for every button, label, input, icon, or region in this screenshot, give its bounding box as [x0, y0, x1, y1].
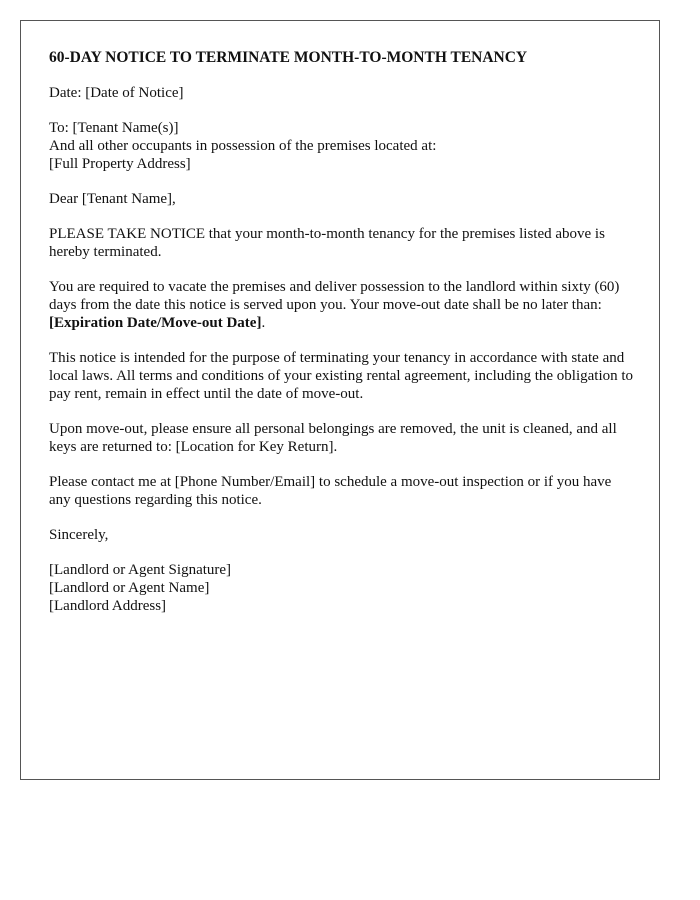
closing: Sincerely,: [49, 527, 109, 543]
property-address-line: [Full Property Address]: [49, 156, 191, 172]
salutation: Dear [Tenant Name],: [49, 191, 176, 207]
vacate-paragraph: [49, 278, 634, 332]
landlord-address-line: [Landlord Address]: [49, 598, 167, 614]
contact-paragraph: Please contact me at [Phone Number/Email] to schedule a move-out inspection or if you have any questions regarding this notice.: [49, 474, 612, 508]
occupants-line: And all other occupants in possession of the premises located at:: [49, 138, 437, 154]
agent-name-line: [Landlord or Agent Name]: [49, 580, 210, 596]
recipient-block: [49, 119, 634, 173]
notice-title: 60-DAY NOTICE TO TERMINATE MONTH-TO-MONTH TENANCY: [49, 49, 528, 66]
vacate-paragraph-end: .: [261, 315, 266, 331]
signature-block: [49, 561, 634, 615]
legal-paragraph: This notice is intended for the purpose of terminating your tenancy in accordance with state and local laws. All terms and conditions of your existing rental agreement, including the obligation to pay rent, remain in effect until the date of move-out.: [49, 350, 634, 402]
date-line: Date: [Date of Notice]: [49, 85, 184, 101]
termination-paragraph: PLEASE TAKE NOTICE that your month-to-month tenancy for the premises listed above is hereby terminated.: [49, 226, 605, 260]
signature-line: [Landlord or Agent Signature]: [49, 562, 232, 578]
to-line: To: [Tenant Name(s)]: [49, 120, 179, 136]
move-out-date-placeholder: [Expiration Date/Move-out Date]: [49, 315, 262, 331]
vacate-paragraph-text: You are required to vacate the premises and deliver possession to the landlord within sixty (60) days from the date this notice is served upon you. Your move-out date shall be no later than:: [49, 279, 620, 313]
notice-document: [20, 20, 660, 780]
notice-content: [49, 49, 634, 632]
move-out-paragraph: Upon move-out, please ensure all personal belongings are removed, the unit is cleaned, and all keys are returned to: [Location for Key Return].: [49, 421, 617, 455]
